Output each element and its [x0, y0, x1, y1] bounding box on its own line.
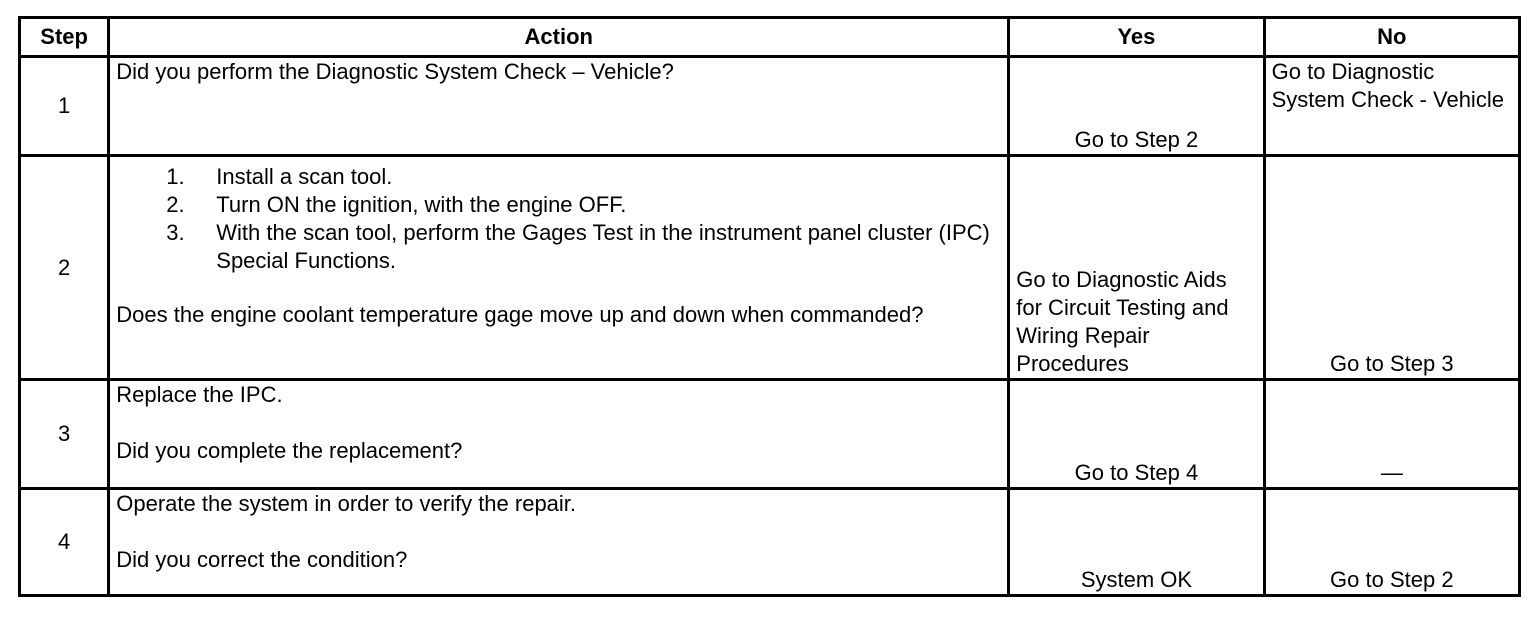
- no-outcome: Go to Diagnostic System Check - Vehicle: [1264, 57, 1519, 156]
- procedure-step: [116, 191, 1001, 219]
- table-row: [20, 57, 1520, 156]
- procedure-step-text: Turn ON the ignition, with the engine OFF.: [216, 192, 627, 217]
- action-prompt: Did you perform the Diagnostic System Check – Vehicle?: [116, 59, 674, 84]
- action-question: Did you complete the replacement?: [116, 438, 463, 463]
- action-prompt: Operate the system in order to verify the repair.: [116, 491, 577, 516]
- procedure-steps: [116, 163, 1001, 275]
- procedure-step-number: 3.: [166, 220, 185, 245]
- procedure-step-number: 2.: [166, 192, 185, 217]
- action-prompt: Replace the IPC.: [116, 382, 283, 407]
- step-number: 2: [20, 156, 109, 380]
- action-cell: [109, 156, 1009, 380]
- table-row: [20, 489, 1520, 596]
- header-no: No: [1264, 18, 1519, 57]
- step-number: 4: [20, 489, 109, 596]
- procedure-step: [116, 219, 1001, 275]
- action-question: Did you correct the condition?: [116, 547, 408, 572]
- table-header: [20, 18, 1520, 57]
- action-question: Does the engine coolant temperature gage move up and down when commanded?: [116, 302, 924, 327]
- no-outcome: —: [1264, 380, 1519, 489]
- procedure-step: [116, 163, 1001, 191]
- step-number: 1: [20, 57, 109, 156]
- step-number: 3: [20, 380, 109, 489]
- header-yes: Yes: [1009, 18, 1264, 57]
- procedure-step-number: 1.: [166, 164, 185, 189]
- table-row: [20, 156, 1520, 380]
- table-body: [20, 57, 1520, 596]
- yes-outcome: Go to Step 2: [1009, 57, 1264, 156]
- action-cell: [109, 380, 1009, 489]
- header-step: Step: [20, 18, 109, 57]
- header-action: Action: [109, 18, 1009, 57]
- header-row: [20, 18, 1520, 57]
- yes-outcome: Go to Diagnostic Aids for Circuit Testing and Wiring Repair Procedures: [1009, 156, 1264, 380]
- diagnostic-table: [18, 16, 1521, 597]
- procedure-step-text: Install a scan tool.: [216, 164, 393, 189]
- action-cell: [109, 489, 1009, 596]
- no-outcome: Go to Step 2: [1264, 489, 1519, 596]
- action-cell: [109, 57, 1009, 156]
- table-row: [20, 380, 1520, 489]
- yes-outcome: Go to Step 4: [1009, 380, 1264, 489]
- no-outcome: Go to Step 3: [1264, 156, 1519, 380]
- yes-outcome: System OK: [1009, 489, 1264, 596]
- procedure-step-text: With the scan tool, perform the Gages Test in the instrument panel cluster (IPC) Special Functions.: [216, 220, 990, 273]
